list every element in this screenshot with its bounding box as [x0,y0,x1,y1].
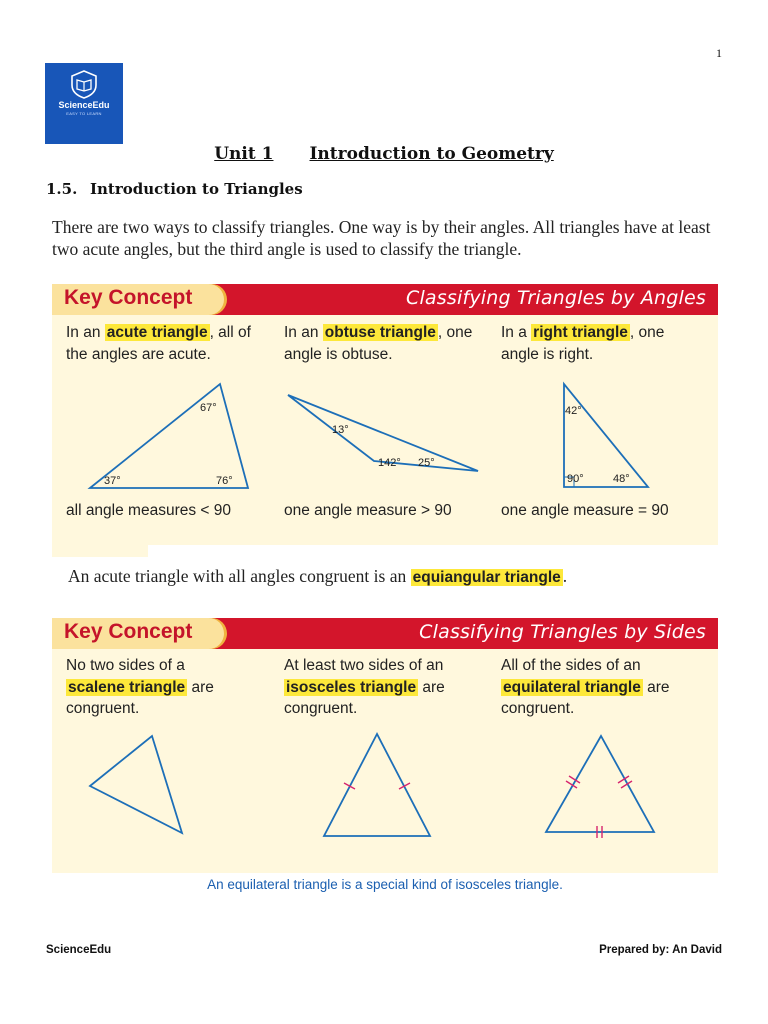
scalene-definition: No two sides of a scalene triangle are congruent. [66,657,214,717]
book-shield-icon [68,69,100,99]
right-definition: In a right triangle , one angle is right. [501,324,665,363]
side-triangles-figure [52,728,718,840]
logo-tagline: EASY TO LEARN [66,111,102,116]
right-angle-right: 48° [613,473,630,485]
acute-angle-top: 67° [200,402,217,414]
obtuse-term: obtuse triangle [324,324,436,341]
equilateral-note: An equilateral triangle is a special kind of isosceles triangle. [207,877,563,892]
right-angle-corner: 90° [567,473,584,485]
right-term: right triangle [533,324,628,341]
acute-definition: In an acute triangle , all of the angles are acute. [66,324,251,363]
unit-title [0,144,768,164]
footer-author: Prepared by: An David [599,944,722,956]
logo-name: ScienceEdu [58,100,110,110]
isosceles-term: isosceles triangle [286,678,417,696]
acute-angle-left: 37° [104,475,121,487]
obtuse-definition: In an obtuse triangle , one angle is obtuse. [284,324,473,363]
sides-title-bar [52,618,718,649]
obtuse-angle-middle: 142° [378,457,401,469]
acute-term: acute triangle [106,324,208,341]
equiangular-sentence: An acute triangle with all angles congruent is an equiangular triangle . [68,566,568,586]
scienceedu-logo [45,63,123,144]
angle-triangles-figure [52,374,718,494]
isosceles-triangle [324,734,430,836]
obtuse-angle-right: 25° [418,457,435,469]
unit-heading: Introduction to Geometry [309,144,554,164]
sides-key-concept-box [52,618,718,892]
page-number: 1 [716,46,722,60]
acute-caption: all angle measures < 90 [66,502,232,519]
scalene-term: scalene triangle [68,678,186,696]
isosceles-definition: At least two sides of an isosceles triangle are congruent. [284,657,445,717]
acute-angle-right: 76° [216,475,233,487]
scalene-triangle [90,736,182,833]
unit-label: Unit 1 [214,144,274,164]
key-concept-tab: Key Concept [52,284,224,315]
section-heading [46,180,303,198]
equiangular-term: equiangular triangle [412,569,561,586]
obtuse-caption: one angle measure > 90 [284,502,452,519]
intro-paragraph: There are two ways to classify triangles. One way is by their angles. All triangles have at least two acute angles, but the third angle is used to classify the triangle. [52,217,711,259]
equilateral-definition: All of the sides of an equilateral triangle are congruent. [501,657,670,717]
angles-box-title: Classifying Triangles by Angles [405,287,706,309]
sides-box-title: Classifying Triangles by Sides [419,621,706,643]
section-title: Introduction to Triangles [90,180,303,198]
key-concept-tab: Key Concept [52,618,224,649]
equilateral-triangle [546,736,654,832]
section-number: 1.5. [46,180,78,198]
obtuse-angle-left: 13° [332,424,349,436]
equilateral-term: equilateral triangle [503,678,641,696]
right-caption: one angle measure = 90 [501,502,669,519]
footer-brand: ScienceEdu [46,944,112,956]
angles-key-concept-box [52,284,718,557]
acute-triangle [90,384,248,488]
angles-title-bar [52,284,718,315]
right-angle-top: 42° [565,405,582,417]
right-triangle [564,384,648,487]
